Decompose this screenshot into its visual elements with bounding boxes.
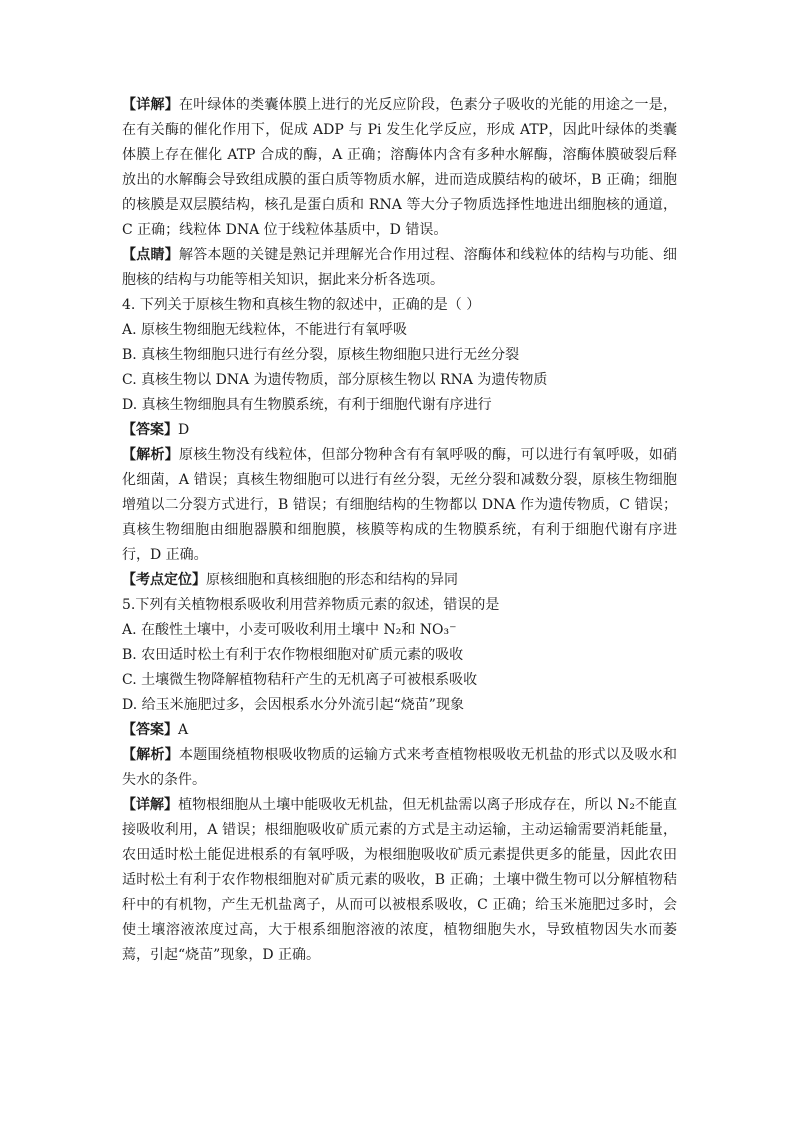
section-tag: 【解析】 (122, 747, 179, 763)
answer-value: D (178, 422, 190, 438)
question-4-stem: 4. 下列关于原核生物和真核生物的叙述中，正确的是（ ） (122, 297, 481, 313)
paragraph-text: 解答本题的关键是熟记并理解光合作用过程、溶酶体和线粒体的结构与功能、细胞核的结构与功能等相关知识，据此来分析各选项。 (122, 247, 678, 288)
question-5-explanation (122, 793, 677, 968)
question-5-option-b: B. 农田适时松土有利于农作物根细胞对矿质元素的吸收 (122, 647, 464, 663)
paragraph-text: 在叶绿体的类囊体膜上进行的光反应阶段，色素分子吸收的光能的用途之一是，在有关酶的催化作用下，促成 ADP 与 Pi 发生化学反应，形成 ATP，因此叶绿体的类囊体膜上存在催化 ATP 合成的酶，A 正确；溶酶体内含有多种水解酶，溶酶体膜破裂后释放出的水解酶会导致组成膜的蛋白质等物质水解，进而造成膜结构的破坏，B 正确；细胞的核膜是双层膜结构，核孔是蛋白质和 RNA 等大分子物质选择性地进出细胞核的通道，C 正确；线粒体 DNA 位于线粒体基质中，D 错误。 (122, 97, 678, 238)
question-5-answer (122, 718, 677, 743)
section-tag: 【详解】 (122, 97, 179, 113)
section-tag: 【答案】 (122, 422, 178, 438)
section-tag: 【答案】 (122, 722, 178, 738)
question-4-option-b: B. 真核生物细胞只进行有丝分裂，原核生物细胞只进行无丝分裂 (122, 347, 520, 363)
section-tag: 【点睛】 (122, 247, 179, 263)
question-5-stem: 5.下列有关植物根系吸收利用营养物质元素的叙述，错误的是 (122, 597, 500, 613)
question-4-option-d: D. 真核生物细胞具有生物膜系统，有利于细胞代谢有序进行 (122, 397, 492, 413)
question-4-option-a: A. 原核生物细胞无线粒体，不能进行有氧呼吸 (122, 322, 408, 338)
answer-value: A (178, 722, 189, 738)
question-5-option-d: D. 给玉米施肥过多，会因根系水分外流引起“烧苗”现象 (122, 697, 464, 713)
question-4-option-c: C. 真核生物以 DNA 为遗传物质，部分原核生物以 RNA 为遗传物质 (122, 372, 548, 388)
question-4-topic (122, 568, 677, 593)
section-tag: 【解析】 (122, 447, 179, 463)
question-4-answer (122, 418, 677, 443)
section-tag: 【考点定位】 (122, 572, 206, 588)
explanation-paragraph (122, 93, 677, 243)
paragraph-text: 原核生物没有线粒体，但部分物种含有有氧呼吸的酶，可以进行有氧呼吸，如硝化细菌，A 错误；真核生物细胞可以进行有丝分裂，无丝分裂和减数分裂，原核生物细胞增殖以二分裂方式进行，B 错误；有细胞结构的生物都以 DNA 作为遗传物质，C 错误；真核生物细胞由细胞器膜和细胞膜，核膜等构成的生物膜系统，有利于细胞代谢有序进行，D 正确。 (122, 447, 678, 563)
section-tag: 【详解】 (122, 797, 179, 813)
paragraph-text: 植物根细胞从土壤中能吸收无机盐，但无机盐需以离子形成存在，所以 N₂不能直接吸收利用，A 错误；根细胞吸收矿质元素的方式是主动运输，主动运输需要消耗能量，农田适时松土能促进根系的有氧呼吸，为根细胞吸收矿质元素提供更多的能量，因此农田适时松土有利于农作物根细胞对矿质元素的吸收，B 正确；土壤中微生物可以分解植物秸秆中的有机物，产生无机盐离子，从而可以被根系吸收，C 正确；给玉米施肥过多时，会使土壤溶液浓度过高，大于根系细胞溶液的浓度，植物细胞失水，导致植物因失水而萎蔫，引起“烧苗”现象，D 正确。 (122, 797, 678, 963)
question-5-option-a: A. 在酸性土壤中，小麦可吸收利用土壤中 N₂和 NO₃⁻ (122, 622, 457, 638)
key-point-paragraph (122, 243, 677, 293)
document-body (122, 93, 677, 968)
question-4-analysis (122, 443, 677, 568)
paragraph-text: 本题围绕植物根吸收物质的运输方式来考查植物根吸收无机盐的形式以及吸水和失水的条件。 (122, 747, 678, 788)
question-5-option-c: C. 土壤微生物降解植物秸秆产生的无机离子可被根系吸收 (122, 672, 478, 688)
question-5-analysis (122, 743, 677, 793)
paragraph-text: 原核细胞和真核细胞的形态和结构的异同 (206, 572, 458, 588)
